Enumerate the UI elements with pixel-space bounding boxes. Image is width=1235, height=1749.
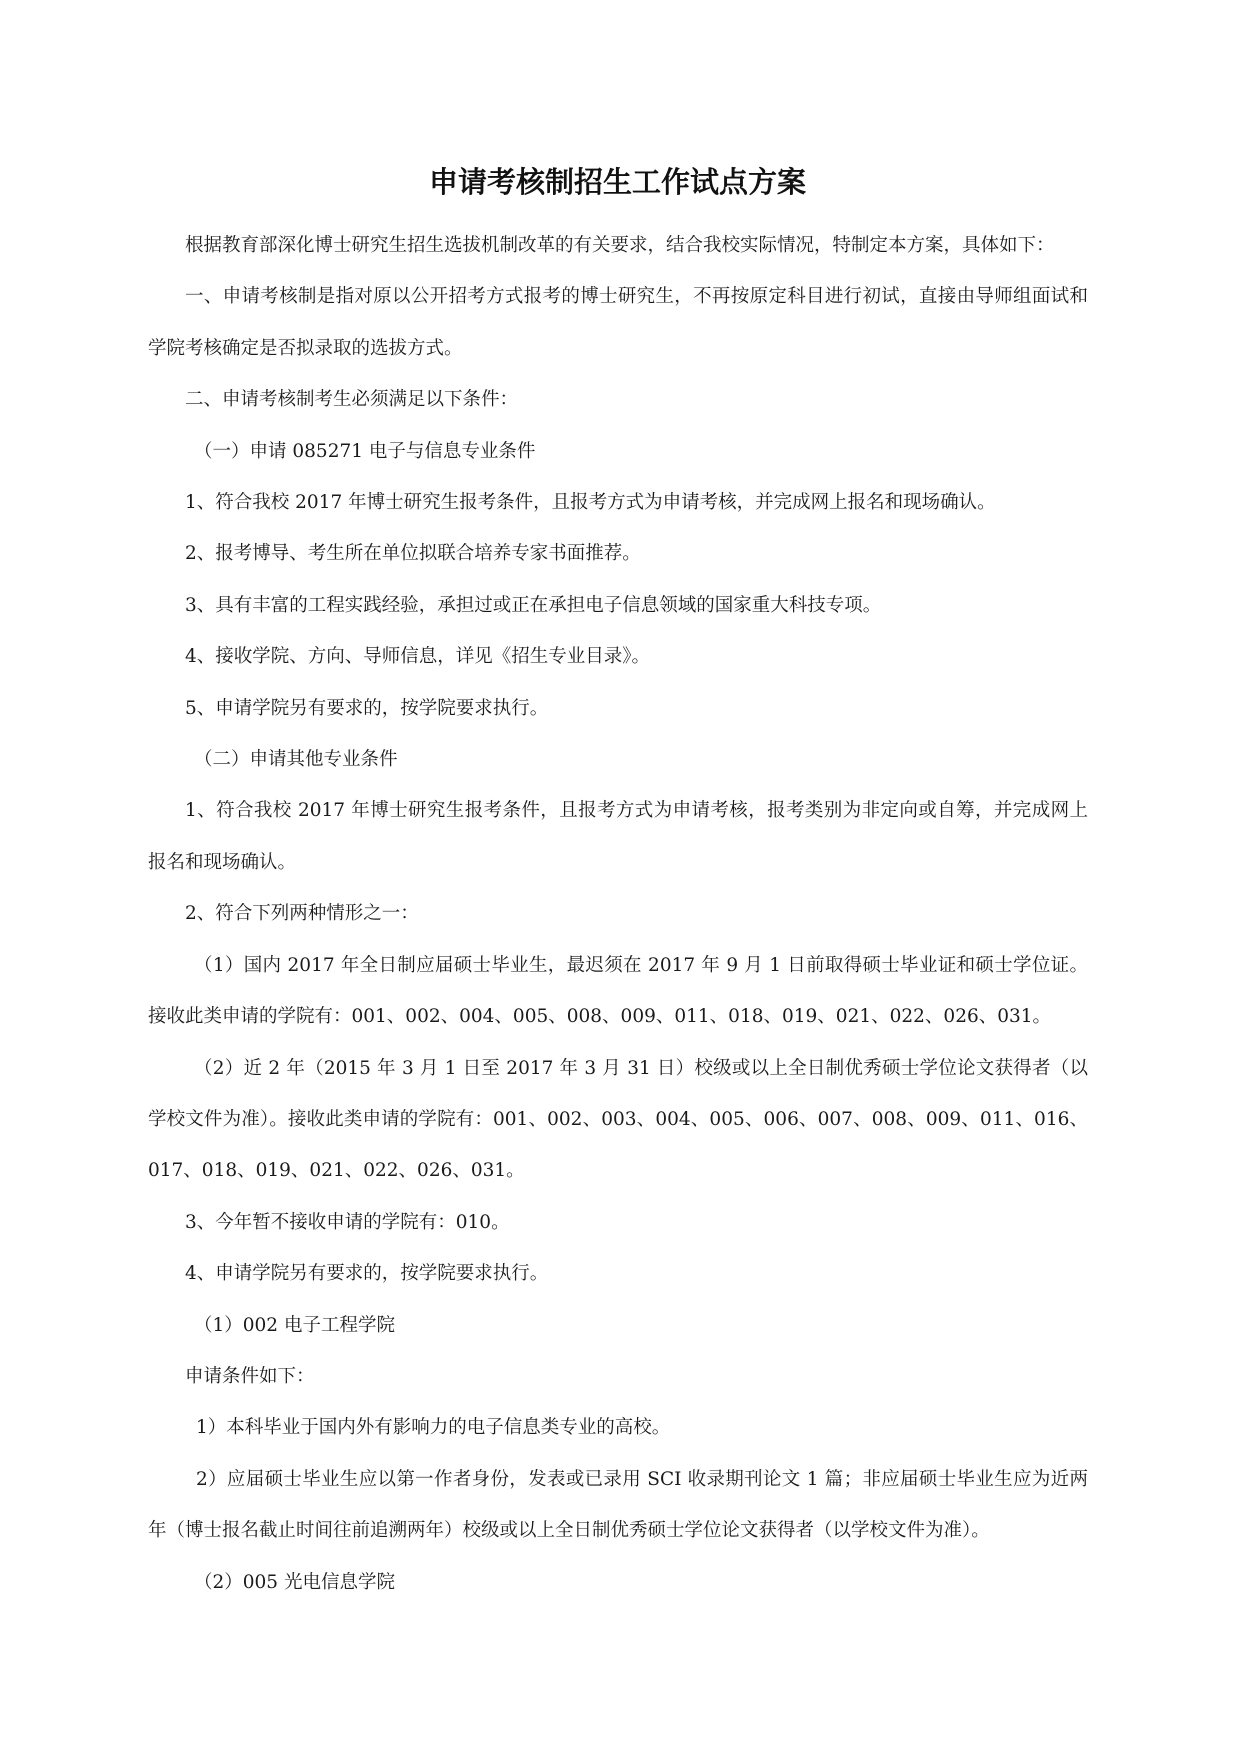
paragraph-condition-1: 1）本科毕业于国内外有影响力的电子信息类专业的高校。 xyxy=(196,1417,671,1439)
paragraph-a-item-5: 5、申请学院另有要求的，按学院要求执行。 xyxy=(185,697,549,719)
paragraph-section-1: 一、申请考核制是指对原以公开招考方式报考的博士研究生，不再按原定科目进行初试，直接由导师组面试和学院考核确定是否拟录取的选拔方式。 xyxy=(148,286,1088,359)
paragraph-a-item-4: 4、接收学院、方向、导师信息，详见《招生专业目录》。 xyxy=(185,646,651,668)
paragraph-subsection-a: （一）申请 085271 电子与信息专业条件 xyxy=(194,440,536,462)
paragraph-b-item-3: 3、今年暂不接收申请的学院有：010。 xyxy=(185,1211,510,1233)
paragraph-intro: 根据教育部深化博士研究生招生选拔机制改革的有关要求，结合我校实际情况，特制定本方案，具体如下： xyxy=(185,235,1055,256)
paragraph-conditions-heading: 申请条件如下： xyxy=(185,1365,315,1387)
paragraph-a-item-3: 3、具有丰富的工程实践经验，承担过或正在承担电子信息领域的国家重大科技专项。 xyxy=(185,594,882,616)
paragraph-b-item-4: 4、申请学院另有要求的，按学院要求执行。 xyxy=(185,1263,549,1285)
paragraph-b-item-1: 1、符合我校 2017 年博士研究生报考条件，且报考方式为申请考核，报考类别为非定向或自筹，并完成网上报名和现场确认。 xyxy=(148,800,1088,873)
paragraph-condition-2: 2）应届硕士毕业生应以第一作者身份，发表或已录用 SCI 收录期刊论文 1 篇；非应届硕士毕业生应为近两年（博士报名截止时间往前追溯两年）校级或以上全日制优秀硕士学位论文获得者（以学校文件为准）。 xyxy=(148,1468,1088,1542)
paragraph-a-item-2: 2、报考博导、考生所在单位拟联合培养专家书面推荐。 xyxy=(185,543,641,565)
document-title: 申请考核制招生工作试点方案 xyxy=(428,165,806,199)
paragraph-b-case-1: （1）国内 2017 年全日制应届硕士毕业生，最迟须在 2017 年 9 月 1 日前取得硕士毕业证和硕士学位证。接收此类申请的学院有：001、002、004、005、008、009、011、018、019、021、022、026、031。 xyxy=(148,954,1088,1028)
paragraph-subsection-b: （二）申请其他专业条件 xyxy=(194,749,398,771)
paragraph-b-case-2: （2）近 2 年（2015 年 3 月 1 日至 2017 年 3 月 31 日）校级或以上全日制优秀硕士学位论文获得者（以学校文件为准）。接收此类申请的学院有：001、002、003、004、005、006、007、008、009、011、016、017、018、019、021、022、026、031。 xyxy=(148,1057,1088,1182)
paragraph-a-item-1: 1、符合我校 2017 年博士研究生报考条件，且报考方式为申请考核，并完成网上报名和现场确认。 xyxy=(185,492,996,514)
paragraph-college-002: （1）002 电子工程学院 xyxy=(194,1314,395,1336)
paragraph-b-item-2: 2、符合下列两种情形之一： xyxy=(185,903,419,925)
paragraph-section-2: 二、申请考核制考生必须满足以下条件： xyxy=(185,389,519,411)
document-body xyxy=(148,220,1088,1608)
paragraph-college-005: （2）005 光电信息学院 xyxy=(194,1571,395,1593)
